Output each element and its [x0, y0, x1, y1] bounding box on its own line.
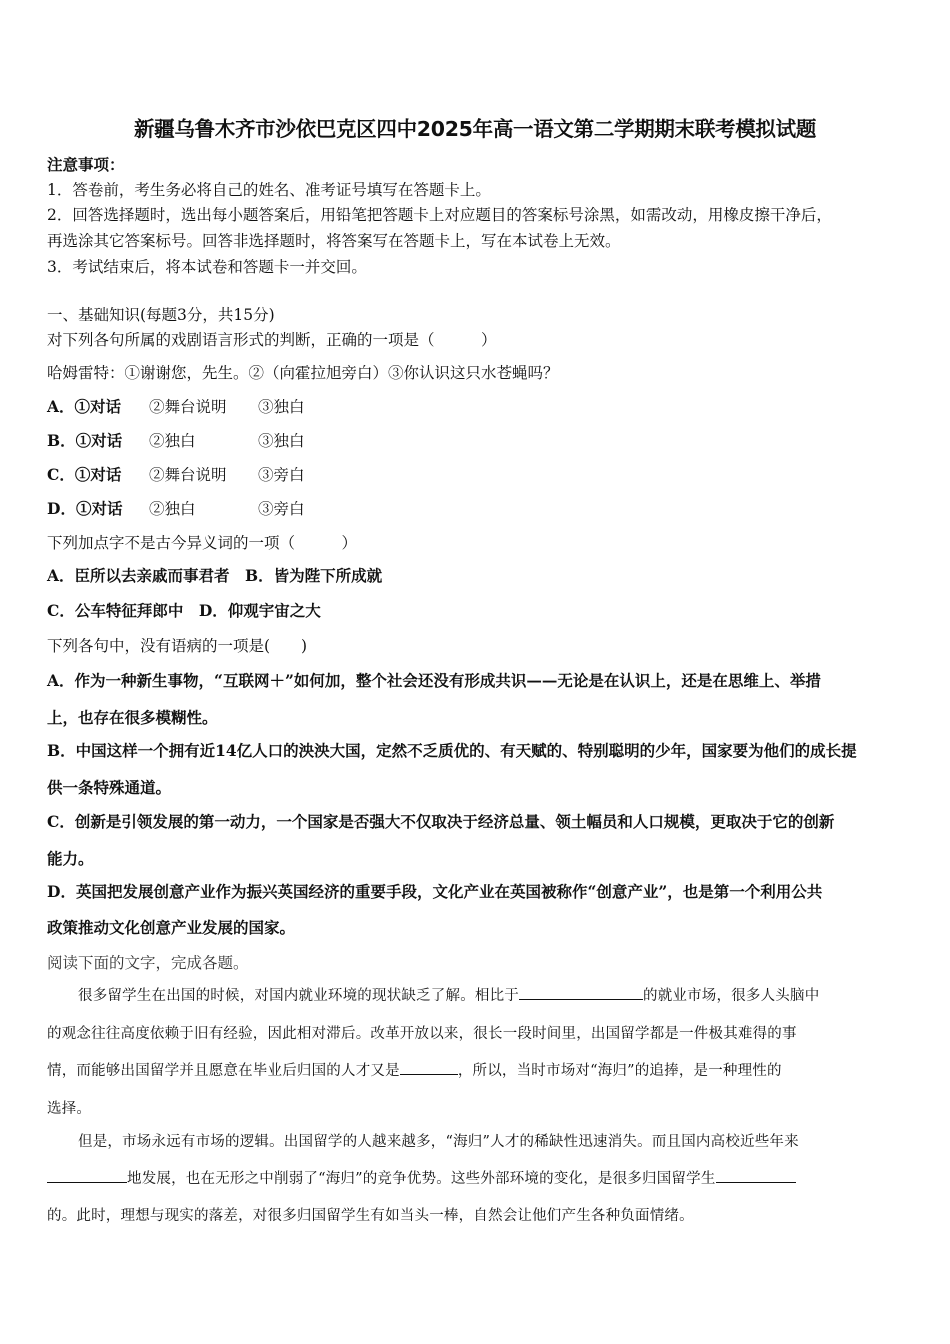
- reading-intro: 阅读下面的文字，完成各题。: [47, 954, 249, 972]
- passage-text: 的就业市场，很多人头脑中: [643, 988, 820, 1004]
- option-part: ③独白: [258, 432, 305, 450]
- option-part: ②独白: [149, 500, 196, 518]
- question-2-options-row: A．臣所以去亲戚而事君者 B．皆为陛下所成就: [47, 566, 383, 585]
- notice-item: 2．回答选择题时，选出每小题答案后，用铅笔把答题卡上对应题目的答案标号涂黑，如需改动，用橡皮擦干净后，: [47, 206, 832, 224]
- fill-blank: [716, 1168, 796, 1183]
- question-3-line: A．作为一种新生事物，“互联网＋”如何加，整个社会还没有形成共识——无论是在认识上，还是在思维上、举措: [47, 671, 821, 690]
- question-3-line: 供一条特殊通道。: [47, 778, 172, 797]
- notice-item: 1．答卷前，考生务必将自己的姓名、准考证号填写在答题卡上。: [47, 181, 491, 199]
- page-title: 新疆乌鲁木齐市沙依巴克区四中2025年高一语文第二学期期末联考模拟试题: [133, 117, 817, 141]
- question-3-stem: 下列各句中，没有语病的一项是( ): [47, 637, 308, 655]
- passage-line: [47, 1022, 907, 1043]
- passage-text: 选择。: [47, 1101, 92, 1117]
- question-3-line: 政策推动文化创意产业发展的国家。: [47, 918, 296, 937]
- passage-text: 但是，市场永远有市场的逻辑。出国留学的人越来越多，“海归”人才的稀缺性迅速消失。而且国内高校近些年来: [78, 1134, 799, 1150]
- notice-item: 3．考试结束后，将本试卷和答题卡一并交回。: [47, 258, 367, 276]
- option-part: ③旁白: [258, 500, 305, 518]
- option-part: ②舞台说明: [149, 466, 227, 484]
- fill-blank: [400, 1060, 458, 1075]
- option-part: ②舞台说明: [149, 398, 227, 416]
- question-3-line: C．创新是引领发展的第一动力，一个国家是否强大不仅取决于经济总量、领土幅员和人口规模，更取决于它的创新: [47, 812, 835, 831]
- passage-text: 情，而能够出国留学并且愿意在毕业后归国的人才又是: [47, 1063, 400, 1079]
- passage-text: 地发展，也在无形之中削弱了“海归”的竞争优势。这些外部环境的变化，是很多归国留学生: [127, 1171, 716, 1187]
- question-2-stem: 下列加点字不是古今异义词的一项（ ）: [47, 534, 358, 552]
- passage-line: [47, 1204, 907, 1225]
- notice-item: 再选涂其它答案标号。回答非选择题时，将答案写在答题卡上，写在本试卷上无效。: [47, 232, 621, 250]
- question-3-line: D．英国把发展创意产业作为振兴英国经济的重要手段，文化产业在英国被称作“创意产业”，也是第一个利用公共: [47, 882, 823, 901]
- passage-line: [47, 1167, 907, 1188]
- option-part: C．①对话: [47, 465, 122, 484]
- passage-line: [47, 1130, 938, 1151]
- question-3-line: 能力。: [47, 849, 94, 868]
- notice-heading: 注意事项：: [47, 155, 125, 174]
- question-1-quote: 哈姆雷特：①谢谢您，先生。②（向霍拉旭旁白）③你认识这只水苍蝇吗？: [47, 364, 559, 382]
- option-part: B．①对话: [47, 431, 123, 450]
- option-part: D．①对话: [47, 499, 123, 518]
- option-part: ②独白: [149, 432, 196, 450]
- passage-line: [47, 984, 938, 1005]
- passage-text: 的。此时，理想与现实的落差，对很多归国留学生有如当头一棒，自然会让他们产生各种负面情绪。: [47, 1208, 694, 1224]
- section-heading: 一、基础知识(每题3分，共15分): [47, 306, 275, 324]
- fill-blank: [47, 1168, 127, 1183]
- passage-line: [47, 1097, 907, 1118]
- question-3-line: B．中国这样一个拥有近14亿人口的泱泱大国，定然不乏质优的、有天赋的、特别聪明的少年，国家要为他们的成长提: [47, 741, 857, 760]
- question-2-options-row: C．公车特征拜郎中 D．仰观宇宙之大: [47, 601, 321, 620]
- passage-line: [47, 1059, 907, 1080]
- option-part: ③旁白: [258, 466, 305, 484]
- question-3-line: 上，也存在很多模糊性。: [47, 708, 218, 727]
- passage-text: ，所以，当时市场对“海归”的追捧，是一种理性的: [457, 1063, 782, 1079]
- question-1-stem: 对下列各句所属的戏剧语言形式的判断，正确的一项是（ ）: [47, 331, 497, 349]
- passage-text: 的观念往往高度依赖于旧有经验，因此相对滞后。改革开放以来，很长一段时间里，出国留学都是一件极其难得的事: [47, 1026, 797, 1042]
- fill-blank: [519, 985, 643, 1000]
- option-part: ③独白: [258, 398, 305, 416]
- option-part: A．①对话: [47, 397, 122, 416]
- passage-text: 很多留学生在出国的时候，对国内就业环境的现状缺乏了解。相比于: [78, 988, 519, 1004]
